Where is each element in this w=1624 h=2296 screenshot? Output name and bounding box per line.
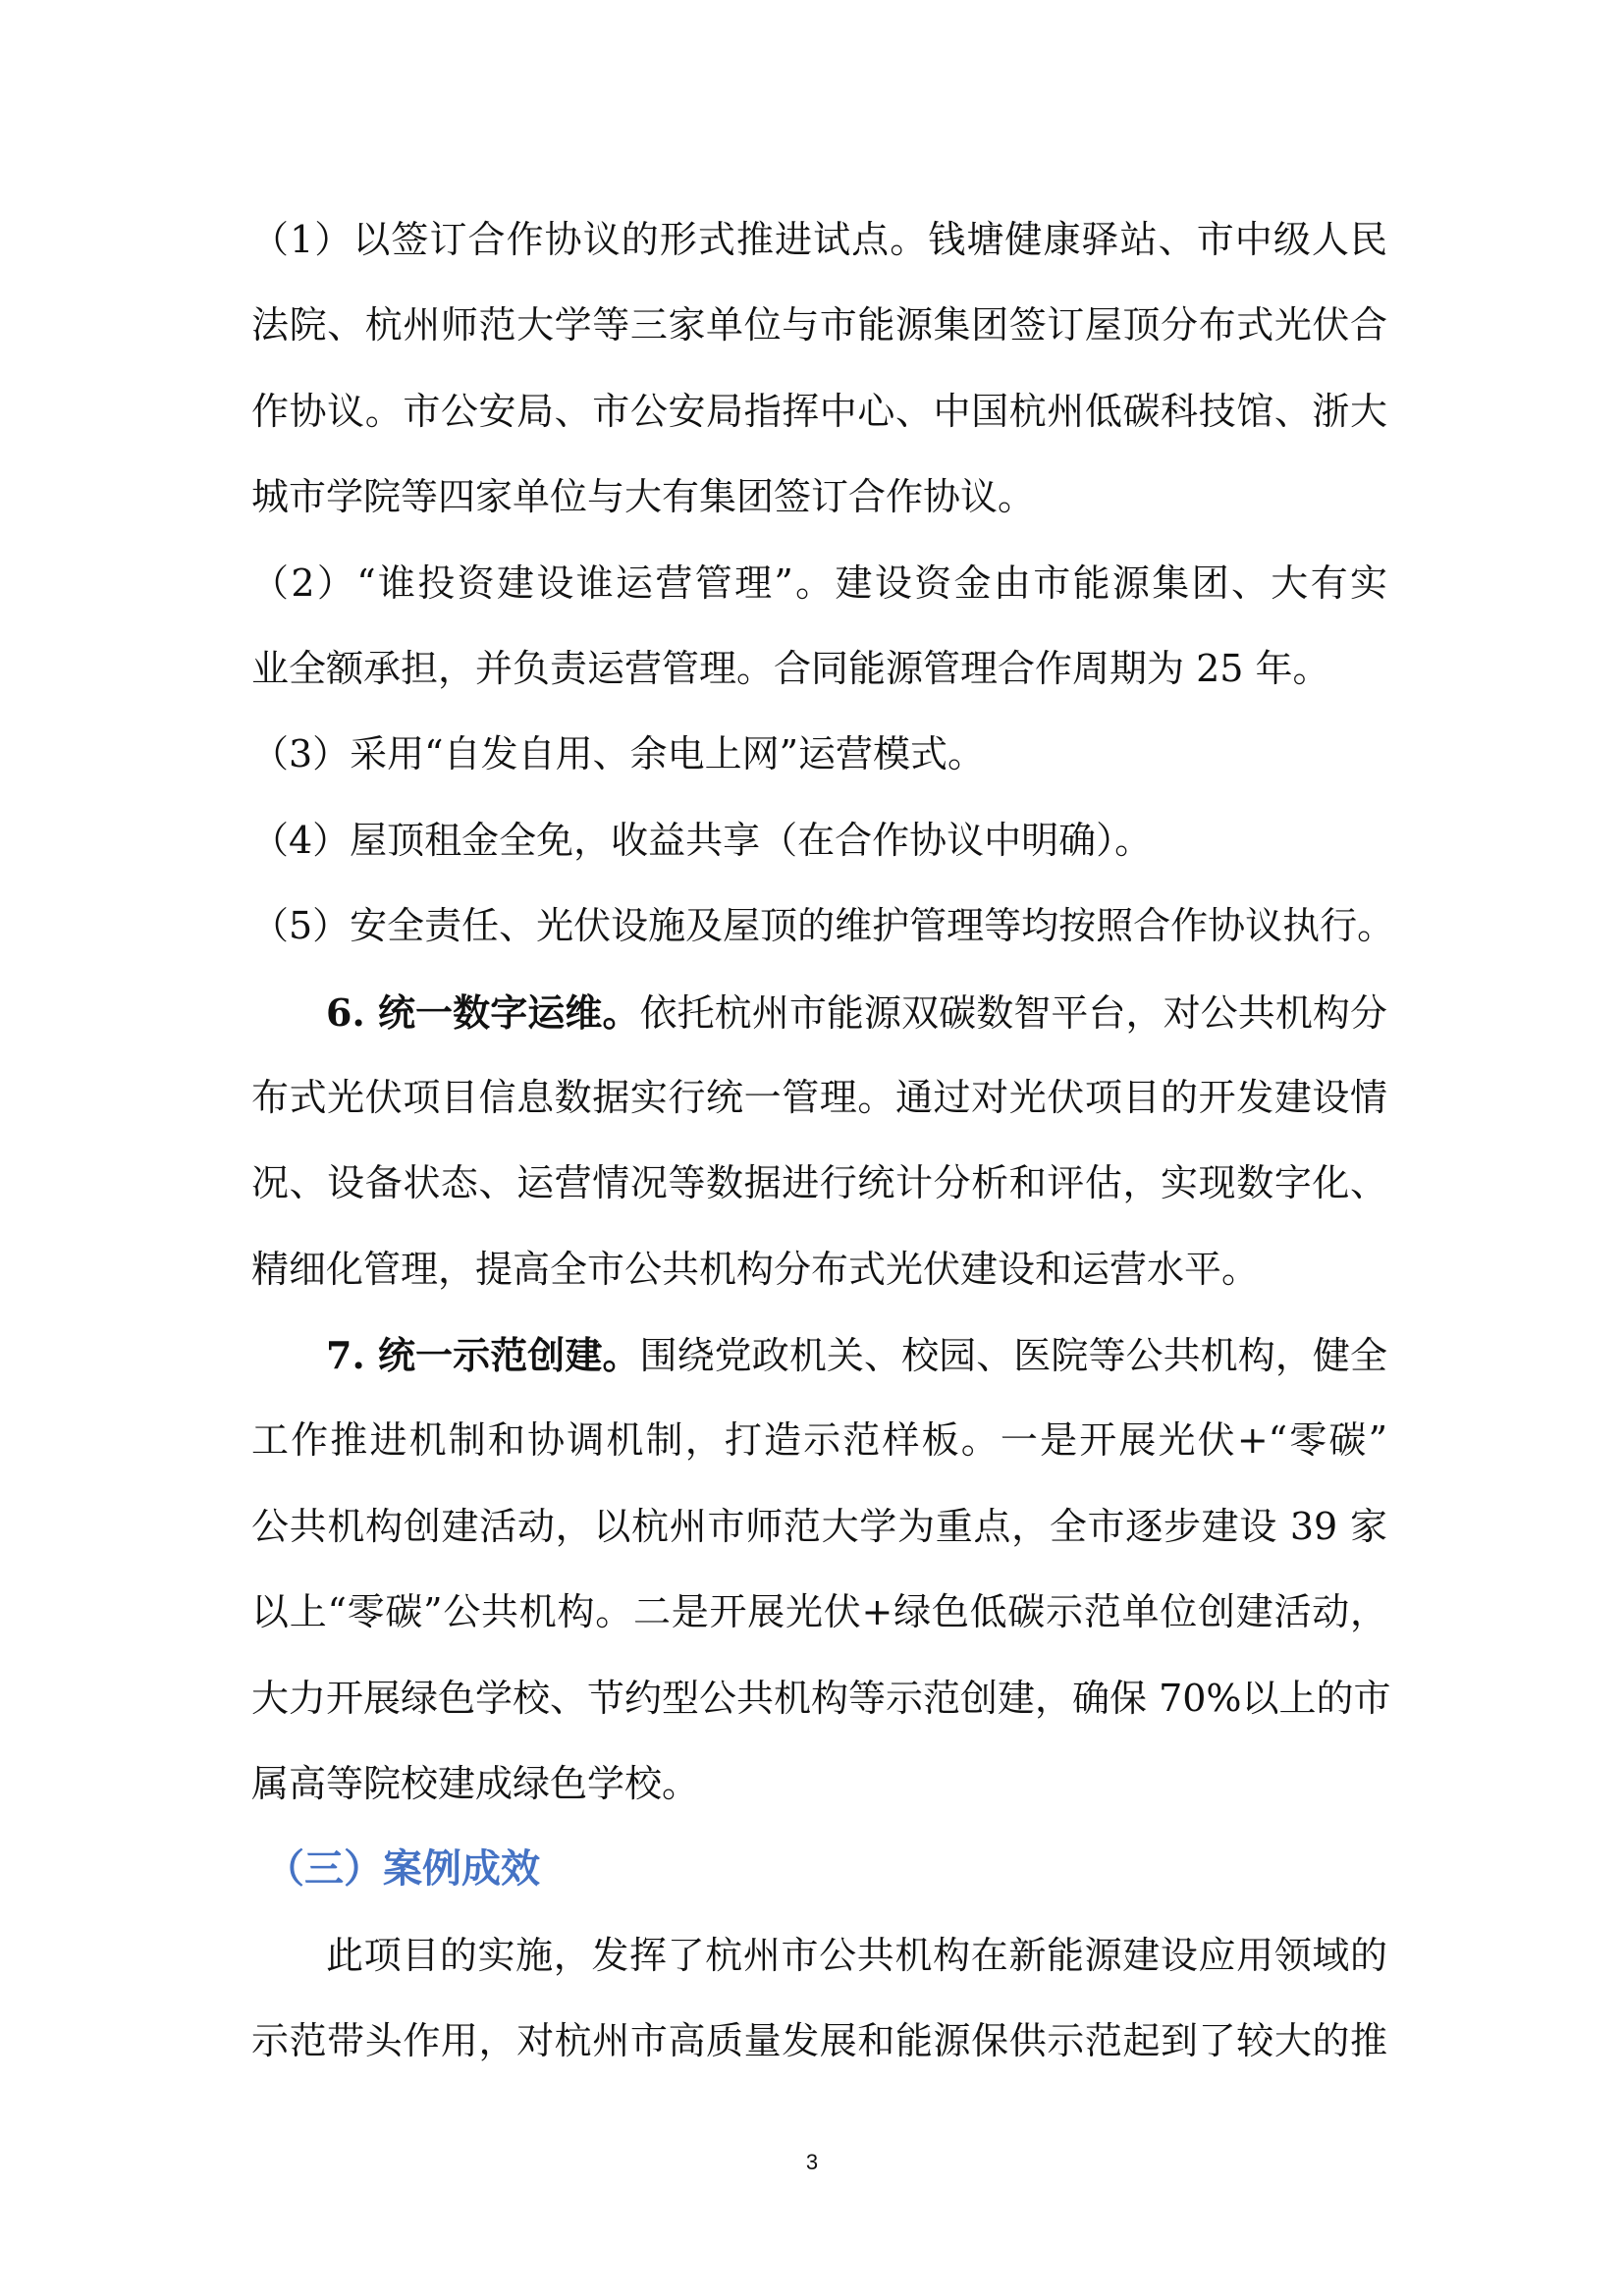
text-line: 以上“零碳”公共机构。二是开展光伏+绿色低碳示范单位创建活动，: [251, 1590, 1387, 1634]
text-line: 精细化管理，提高全市公共机构分布式光伏建设和运营水平。: [251, 1247, 1260, 1291]
text-line: [251, 970, 1387, 1055]
text-line: 作协议。市公安局、市公安局指挥中心、中国杭州低碳科技馆、浙大: [251, 389, 1387, 433]
section-heading: （三）案例成效: [265, 1846, 540, 1893]
text-line: （2）“谁投资建设谁运营管理”。建设资金由市能源集团、大有实: [251, 561, 1387, 605]
text-line: 布式光伏项目信息数据实行统一管理。通过对光伏项目的开发建设情: [251, 1075, 1387, 1119]
text-span: 依托杭州市能源双碳数智平台，对公共机构分: [639, 990, 1387, 1035]
text-line: 属高等院校建成绿色学校。: [251, 1762, 700, 1806]
text-line: 业全额承担，并负责运营管理。合同能源管理合作周期为 25 年。: [251, 646, 1330, 690]
document-body: [251, 197, 1395, 2085]
text-line: （1）以签订合作协议的形式推进试点。钱塘健康驿站、市中级人民: [251, 218, 1387, 261]
page-number: 3: [805, 2150, 819, 2174]
text-line: [251, 1312, 1387, 1398]
text-line: 公共机构创建活动，以杭州市师范大学为重点，全市逐步建设 39 家: [251, 1504, 1387, 1548]
text-line: 示范带头作用，对杭州市高质量发展和能源保供示范起到了较大的推: [251, 2019, 1387, 2063]
text-line: 况、设备状态、运营情况等数据进行统计分析和评估，实现数字化、: [251, 1161, 1387, 1205]
text-line: 法院、杭州师范大学等三家单位与市能源集团签订屋顶分布式光伏合: [251, 303, 1387, 347]
text-line: （5）安全责任、光伏设施及屋顶的维护管理等均按照合作协议执行。: [251, 904, 1395, 948]
text-line: 工作推进机制和协调机制，打造示范样板。一是开展光伏+“零碳”: [251, 1418, 1387, 1463]
section-lead: 7. 统一示范创建。: [326, 1333, 640, 1378]
text-line: （4）屋顶租金全免，收益共享（在合作协议中明确）。: [251, 818, 1153, 862]
text-line: 城市学院等四家单位与大有集团签订合作协议。: [251, 475, 1036, 519]
text-line: 此项目的实施，发挥了杭州市公共机构在新能源建设应用领域的: [326, 1933, 1387, 1977]
section-lead: 6. 统一数字运维。: [326, 989, 640, 1035]
text-line: 大力开展绿色学校、节约型公共机构等示范创建，确保 70%以上的市: [251, 1676, 1391, 1720]
text-span: 围绕党政机关、校园、医院等公共机构，健全: [639, 1334, 1387, 1378]
text-line: （3）采用“自发自用、余电上网”运营模式。: [251, 732, 986, 776]
